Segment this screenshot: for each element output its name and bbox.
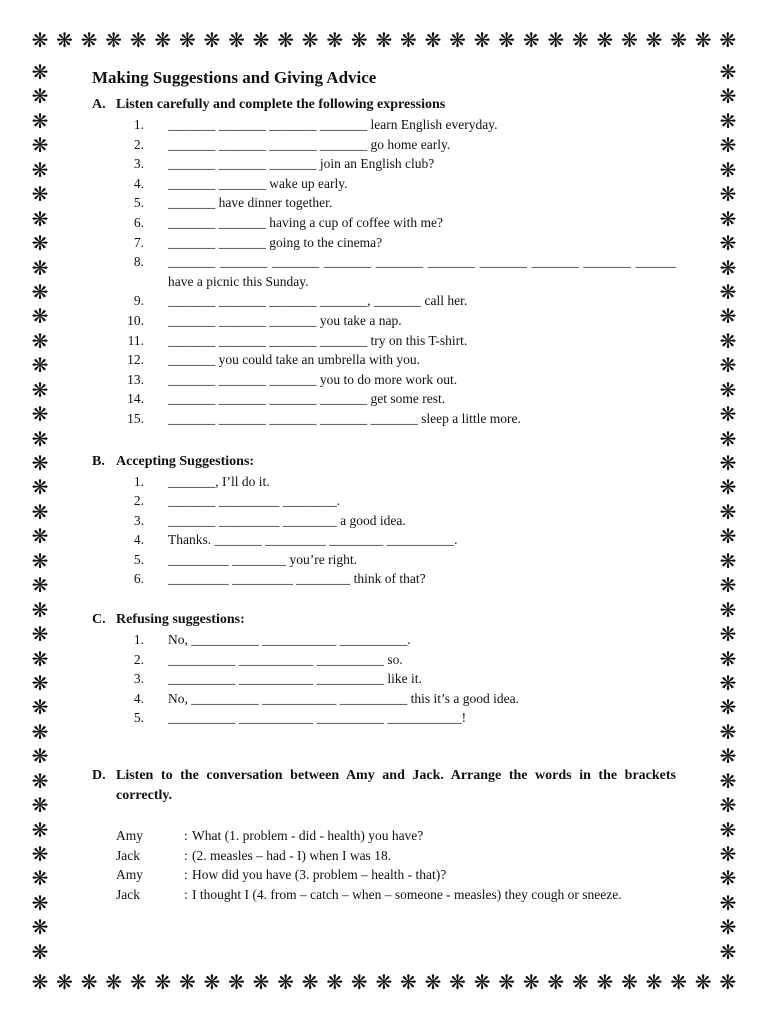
flower-ornament-icon: ❋	[129, 970, 147, 994]
item-number: 5.	[133, 195, 144, 211]
item-text: _________ _________ ________ think of that?	[168, 571, 426, 587]
list-item	[92, 135, 676, 155]
flower-ornament-icon: ❋	[719, 866, 737, 891]
item-number: 1.	[133, 473, 144, 489]
item-text: No, __________ ___________ __________.	[168, 632, 411, 648]
flower-ornament-icon: ❋	[31, 402, 49, 427]
flower-ornament-icon: ❋	[31, 60, 49, 84]
dialog-text: I thought I (4. from – catch – when – someone - measles) they cough or sneeze.	[192, 886, 622, 902]
item-number: 11.	[127, 332, 144, 348]
section-title: Refusing suggestions:	[116, 612, 245, 628]
flower-ornament-icon: ❋	[719, 426, 737, 451]
section-b-heading	[92, 451, 676, 472]
item-text: Thanks. _______ _________ ________ __________.	[168, 532, 458, 548]
list-item	[92, 630, 676, 650]
flower-ornament-icon: ❋	[719, 108, 737, 133]
dialog-line	[92, 826, 676, 846]
dialog-line	[92, 846, 676, 866]
flower-ornament-icon: ❋	[449, 28, 466, 52]
flower-ornament-icon: ❋	[31, 255, 49, 280]
item-number: 1.	[133, 117, 144, 132]
flower-ornament-icon: ❋	[375, 28, 393, 52]
flower-ornament-icon: ❋	[473, 970, 491, 994]
item-text: No, __________ ___________ __________ this it’s a good idea.	[168, 690, 519, 706]
flower-ornament-icon: ❋	[277, 970, 294, 994]
item-number: 12.	[127, 352, 144, 368]
item-number: 13.	[127, 371, 144, 387]
flower-ornament-icon: ❋	[719, 817, 737, 842]
list-item	[92, 472, 676, 492]
section-a-heading	[92, 94, 676, 115]
item-number: 1.	[133, 632, 144, 648]
flower-ornament-icon: ❋	[178, 970, 196, 994]
flower-ornament-icon: ❋	[719, 328, 737, 353]
item-number: 10.	[127, 312, 144, 328]
flower-ornament-icon: ❋	[301, 28, 319, 52]
section-letter: A.	[92, 97, 106, 112]
flower-ornament-icon: ❋	[350, 28, 368, 52]
flower-ornament-icon: ❋	[31, 475, 49, 500]
flower-ornament-icon: ❋	[31, 573, 49, 598]
item-number: 3.	[133, 156, 144, 172]
flower-ornament-icon: ❋	[473, 28, 491, 52]
flower-ornament-icon: ❋	[31, 133, 49, 158]
flower-ornament-icon: ❋	[228, 970, 245, 994]
item-number: 9.	[133, 293, 144, 309]
flower-ornament-icon: ❋	[547, 970, 565, 994]
flower-ornament-icon: ❋	[31, 328, 49, 353]
item-text: _______ _______ _______ _______ go home early.	[168, 136, 451, 152]
list-item	[92, 233, 676, 253]
item-number: 4.	[133, 175, 144, 191]
item-number: 6.	[133, 214, 144, 230]
flower-ornament-icon: ❋	[719, 793, 737, 818]
flower-ornament-icon: ❋	[301, 970, 319, 994]
flower-ornament-icon: ❋	[645, 970, 663, 994]
flower-ornament-icon: ❋	[522, 970, 540, 994]
list-item	[92, 708, 676, 728]
flower-ornament-icon: ❋	[498, 970, 516, 994]
border-top	[30, 30, 738, 50]
section-letter: B.	[92, 453, 105, 469]
flower-ornament-icon: ❋	[719, 939, 737, 964]
flower-ornament-icon: ❋	[400, 28, 417, 52]
flower-ornament-icon: ❋	[56, 28, 73, 52]
section-title: Accepting Suggestions:	[116, 453, 255, 469]
flower-ornament-icon: ❋	[571, 970, 589, 994]
flower-ornament-icon: ❋	[719, 133, 737, 158]
flower-ornament-icon: ❋	[719, 842, 737, 866]
list-item	[92, 193, 676, 213]
flower-ornament-icon: ❋	[719, 231, 737, 256]
list-item	[92, 409, 676, 429]
flower-ornament-icon: ❋	[498, 28, 516, 52]
conversation	[92, 826, 676, 904]
flower-ornament-icon: ❋	[719, 377, 737, 402]
flower-ornament-icon: ❋	[31, 548, 49, 573]
list-item	[92, 291, 676, 311]
flower-ornament-icon: ❋	[129, 28, 147, 52]
item-number: 4.	[133, 690, 144, 706]
item-text: _______ _______ going to the cinema?	[168, 234, 383, 250]
flower-ornament-icon: ❋	[31, 108, 49, 133]
list-item	[92, 154, 676, 174]
item-text: _______ _______ _______ you to do more work out.	[168, 371, 458, 387]
flower-ornament-icon: ❋	[719, 670, 737, 695]
flower-ornament-icon: ❋	[522, 28, 540, 52]
section-a-list	[92, 115, 676, 429]
list-item	[92, 115, 676, 135]
dialog-text: What (1. problem - did - health) you have?	[192, 828, 424, 844]
dialog-colon: :	[184, 828, 188, 844]
flower-ornament-icon: ❋	[31, 842, 49, 866]
flower-ornament-icon: ❋	[719, 279, 737, 304]
section-title: Listen carefully and complete the following expressions	[116, 97, 446, 112]
flower-ornament-icon: ❋	[31, 890, 49, 915]
flower-ornament-icon: ❋	[31, 597, 49, 622]
flower-ornament-icon: ❋	[31, 499, 49, 524]
flower-ornament-icon: ❋	[80, 28, 98, 52]
flower-ornament-icon: ❋	[719, 499, 737, 524]
dialog-colon: :	[184, 867, 188, 883]
flower-ornament-icon: ❋	[228, 28, 245, 52]
border-left	[30, 62, 50, 962]
flower-ornament-icon: ❋	[31, 28, 49, 52]
speaker-name: Jack	[116, 886, 140, 902]
flower-ornament-icon: ❋	[31, 866, 49, 891]
item-text: __________ ___________ __________ so.	[168, 651, 403, 667]
speaker-name: Amy	[116, 828, 143, 844]
item-text: _______ _______ _______ _______ _______ sleep a little more.	[168, 410, 521, 426]
flower-ornament-icon: ❋	[621, 28, 638, 52]
list-item	[92, 370, 676, 390]
flower-ornament-icon: ❋	[719, 719, 737, 744]
flower-ornament-icon: ❋	[719, 182, 737, 207]
flower-ornament-icon: ❋	[31, 157, 49, 182]
flower-ornament-icon: ❋	[154, 28, 172, 52]
item-number: 15.	[127, 410, 144, 426]
item-text: _______ _______ _______ _______ _______ _______ _______ _______ _______ ______ have a picnic this Sunday.	[168, 254, 676, 289]
item-text: _______ have dinner together.	[168, 195, 333, 211]
flower-ornament-icon: ❋	[31, 377, 49, 402]
list-item	[92, 650, 676, 670]
list-item	[92, 569, 676, 589]
flower-ornament-icon: ❋	[719, 524, 737, 549]
section-letter: D.	[92, 768, 106, 784]
flower-ornament-icon: ❋	[326, 970, 344, 994]
list-item	[92, 252, 676, 291]
section-b-list	[92, 472, 676, 590]
flower-ornament-icon: ❋	[400, 970, 417, 994]
border-right	[718, 62, 738, 962]
flower-ornament-icon: ❋	[31, 970, 49, 994]
item-text: _______ you could take an umbrella with you.	[168, 352, 420, 368]
flower-ornament-icon: ❋	[719, 890, 737, 915]
flower-ornament-icon: ❋	[31, 304, 49, 329]
item-text: _______ _________ ________ a good idea.	[168, 512, 406, 528]
dialog-line	[92, 865, 676, 885]
list-item	[92, 669, 676, 689]
flower-ornament-icon: ❋	[252, 28, 270, 52]
flower-ornament-icon: ❋	[31, 451, 49, 475]
list-item	[92, 311, 676, 331]
flower-ornament-icon: ❋	[719, 970, 737, 994]
flower-ornament-icon: ❋	[670, 970, 687, 994]
flower-ornament-icon: ❋	[31, 719, 49, 744]
flower-ornament-icon: ❋	[31, 793, 49, 818]
flower-ornament-icon: ❋	[719, 206, 737, 231]
item-text: _________ ________ you’re right.	[168, 551, 357, 567]
flower-ornament-icon: ❋	[719, 646, 737, 671]
item-number: 2.	[133, 493, 144, 509]
flower-ornament-icon: ❋	[571, 28, 589, 52]
flower-ornament-icon: ❋	[670, 28, 687, 52]
flower-ornament-icon: ❋	[449, 970, 466, 994]
flower-ornament-icon: ❋	[596, 28, 614, 52]
flower-ornament-icon: ❋	[252, 970, 270, 994]
flower-ornament-icon: ❋	[31, 915, 49, 940]
list-item	[92, 511, 676, 531]
flower-ornament-icon: ❋	[31, 231, 49, 256]
section-c-heading	[92, 609, 676, 630]
flower-ornament-icon: ❋	[719, 402, 737, 427]
flower-ornament-icon: ❋	[154, 970, 172, 994]
border-bottom	[30, 972, 738, 992]
flower-ornament-icon: ❋	[277, 28, 294, 52]
page-title: Making Suggestions and Giving Advice	[92, 68, 377, 87]
list-item	[92, 389, 676, 409]
flower-ornament-icon: ❋	[31, 182, 49, 207]
flower-ornament-icon: ❋	[31, 768, 49, 793]
flower-ornament-icon: ❋	[424, 970, 442, 994]
item-number: 8.	[133, 254, 144, 270]
flower-ornament-icon: ❋	[31, 646, 49, 671]
flower-ornament-icon: ❋	[719, 157, 737, 182]
flower-ornament-icon: ❋	[719, 304, 737, 329]
item-number: 7.	[133, 234, 144, 250]
flower-ornament-icon: ❋	[719, 744, 737, 769]
flower-ornament-icon: ❋	[31, 84, 49, 109]
flower-ornament-icon: ❋	[645, 28, 663, 52]
flower-ornament-icon: ❋	[31, 524, 49, 549]
speaker-name: Jack	[116, 847, 140, 863]
flower-ornament-icon: ❋	[31, 353, 49, 378]
item-number: 2.	[133, 136, 144, 152]
flower-ornament-icon: ❋	[203, 28, 221, 52]
item-number: 2.	[133, 651, 144, 667]
item-text: __________ ___________ __________ like it.	[168, 671, 422, 687]
flower-ornament-icon: ❋	[31, 817, 49, 842]
dialog-line	[92, 885, 676, 905]
flower-ornament-icon: ❋	[719, 915, 737, 940]
flower-ornament-icon: ❋	[719, 28, 737, 52]
flower-ornament-icon: ❋	[547, 28, 565, 52]
flower-ornament-icon: ❋	[31, 744, 49, 769]
item-number: 5.	[133, 710, 144, 726]
flower-ornament-icon: ❋	[719, 622, 737, 647]
item-text: _______ _______ _______ you take a nap.	[168, 312, 402, 328]
flower-ornament-icon: ❋	[719, 573, 737, 598]
flower-ornament-icon: ❋	[719, 695, 737, 720]
flower-ornament-icon: ❋	[105, 970, 123, 994]
item-text: _______ _______ _______ _______ get some rest.	[168, 391, 446, 407]
item-text: _______ _______ having a cup of coffee with me?	[168, 214, 443, 230]
item-text: _______ _______ _______ _______ learn English everyday.	[168, 117, 498, 132]
speaker-name: Amy	[116, 867, 143, 883]
item-text: _______ _________ ________.	[168, 493, 341, 509]
flower-ornament-icon: ❋	[105, 28, 123, 52]
item-number: 4.	[133, 532, 144, 548]
list-item	[92, 331, 676, 351]
flower-ornament-icon: ❋	[31, 206, 49, 231]
item-number: 14.	[127, 391, 144, 407]
item-text: _______ _______ _______ join an English club?	[168, 156, 435, 172]
flower-ornament-icon: ❋	[424, 28, 442, 52]
flower-ornament-icon: ❋	[719, 597, 737, 622]
list-item	[92, 550, 676, 570]
flower-ornament-icon: ❋	[31, 695, 49, 720]
section-c-list	[92, 630, 676, 728]
item-number: 3.	[133, 512, 144, 528]
flower-ornament-icon: ❋	[350, 970, 368, 994]
worksheet	[92, 66, 676, 904]
dialog-colon: :	[184, 886, 188, 902]
flower-ornament-icon: ❋	[719, 60, 737, 84]
flower-ornament-icon: ❋	[719, 548, 737, 573]
flower-ornament-icon: ❋	[326, 28, 344, 52]
flower-ornament-icon: ❋	[31, 279, 49, 304]
dialog-colon: :	[184, 847, 188, 863]
flower-ornament-icon: ❋	[31, 426, 49, 451]
list-item	[92, 350, 676, 370]
flower-ornament-icon: ❋	[375, 970, 393, 994]
section-title: Listen to the conversation between Amy and Jack. Arrange the words in the brackets correctly.	[116, 768, 676, 804]
list-item	[92, 689, 676, 709]
flower-ornament-icon: ❋	[719, 353, 737, 378]
flower-ornament-icon: ❋	[596, 970, 614, 994]
section-letter: C.	[92, 612, 106, 628]
list-item	[92, 174, 676, 194]
item-text: _______ _______ _______ _______ try on this T-shirt.	[168, 332, 468, 348]
flower-ornament-icon: ❋	[178, 28, 196, 52]
item-text: __________ ___________ __________ ___________!	[168, 710, 467, 726]
item-number: 3.	[133, 671, 144, 687]
item-text: _______ _______ wake up early.	[168, 175, 348, 191]
flower-ornament-icon: ❋	[719, 451, 737, 475]
item-number: 6.	[133, 571, 144, 587]
flower-ornament-icon: ❋	[719, 84, 737, 109]
flower-ornament-icon: ❋	[719, 768, 737, 793]
dialog-text: (2. measles – had - I) when I was 18.	[192, 847, 392, 863]
list-item	[92, 213, 676, 233]
flower-ornament-icon: ❋	[719, 475, 737, 500]
item-text: _______ _______ _______ _______, _______ call her.	[168, 293, 468, 309]
flower-ornament-icon: ❋	[719, 255, 737, 280]
flower-ornament-icon: ❋	[80, 970, 98, 994]
flower-ornament-icon: ❋	[203, 970, 221, 994]
flower-ornament-icon: ❋	[56, 970, 73, 994]
dialog-text: How did you have (3. problem – health - that)?	[192, 867, 447, 883]
flower-ornament-icon: ❋	[621, 970, 638, 994]
list-item	[92, 491, 676, 511]
flower-ornament-icon: ❋	[694, 28, 712, 52]
flower-ornament-icon: ❋	[31, 622, 49, 647]
list-item	[92, 530, 676, 550]
flower-ornament-icon: ❋	[694, 970, 712, 994]
flower-ornament-icon: ❋	[31, 939, 49, 964]
item-number: 5.	[133, 551, 144, 567]
flower-ornament-icon: ❋	[31, 670, 49, 695]
section-d-instruction	[92, 766, 676, 806]
item-text: _______, I’ll do it.	[168, 473, 270, 489]
